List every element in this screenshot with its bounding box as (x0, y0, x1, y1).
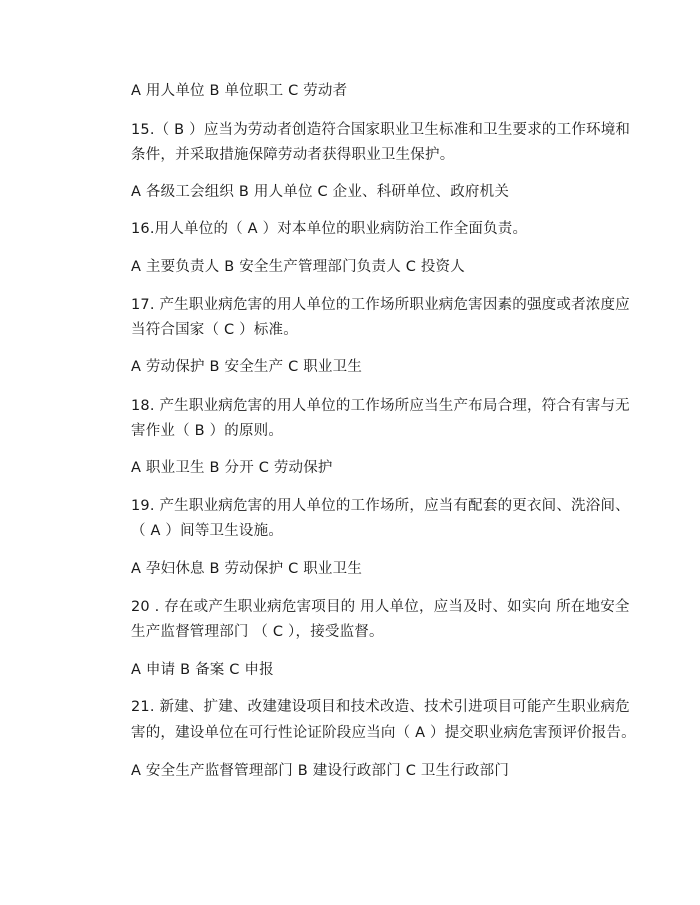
answer-options-17: A 劳动保护 B 安全生产 C 职业卫生 (131, 359, 363, 375)
answer-options-21: A 安全生产监督管理部门 B 建设行政部门 C 卫生行政部门 (131, 763, 510, 779)
question-18-line-1: 18. 产生职业病危害的用人单位的工作场所应当生产布局合理，符合有害与无 (131, 398, 630, 414)
question-17-line-2: 当符合国家（ C ）标准。 (131, 322, 298, 338)
question-16-line-1: 16.用人单位的（ A ）对本单位的职业病防治工作全面负责。 (131, 221, 528, 237)
question-18-line-2: 害作业（ B ）的原则。 (131, 423, 284, 439)
question-21-line-1: 21. 新建、扩建、改建建设项目和技术改造、技术引进项目可能产生职业病危 (131, 699, 630, 715)
answer-options-20: A 申请 B 备案 C 申报 (131, 662, 274, 678)
question-21-line-2: 害的，建设单位在可行性论证阶段应当向（ A ）提交职业病危害预评价报告。 (131, 725, 636, 741)
question-20-line-1: 20 . 存在或产生职业病危害项目的 用人单位，应当及时、如实向 所在地安全 (131, 599, 630, 615)
question-19-line-2: （ A ）间等卫生设施。 (131, 523, 284, 539)
answer-options-16: A 主要负责人 B 安全生产管理部门负责人 C 投资人 (131, 259, 465, 275)
answer-options-15: A 各级工会组织 B 用人单位 C 企业、科研单位、政府机关 (131, 184, 510, 200)
question-15-line-1: 15.（ B ）应当为劳动者创造符合国家职业卫生标准和卫生要求的工作环境和 (131, 122, 631, 138)
question-19-line-1: 19. 产生职业病危害的用人单位的工作场所，应当有配套的更衣间、洗浴间、 (131, 498, 630, 514)
question-20-line-2: 生产监督管理部门 （ C ），接受监督。 (131, 624, 384, 640)
question-15-line-2: 条件，并采取措施保障劳动者获得职业卫生保护。 (131, 147, 455, 163)
answer-options-19: A 孕妇休息 B 劳动保护 C 职业卫生 (131, 561, 363, 577)
question-17-line-1: 17. 产生职业病危害的用人单位的工作场所职业病危害因素的强度或者浓度应 (131, 297, 630, 313)
answer-options-14: A 用人单位 B 单位职工 C 劳动者 (131, 83, 348, 99)
answer-options-18: A 职业卫生 B 分开 C 劳动保护 (131, 460, 333, 476)
